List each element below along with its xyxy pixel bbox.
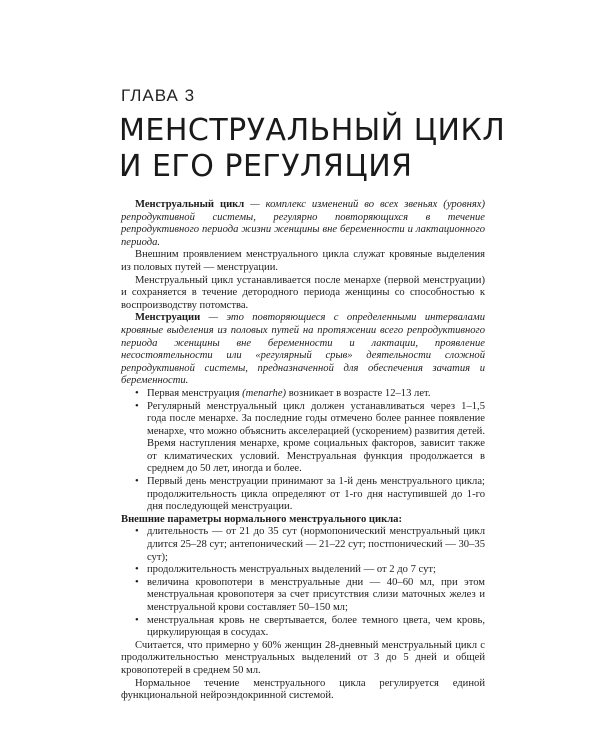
list-item: • Первый день менструации принимают за 1-й день менструального цикла; продолжительность цикла определяют от 1-го дня наступившей до 1-го дня последующей менструации. [135,476,485,514]
params-list [121,526,485,639]
params-heading: Внешние параметры нормального менструального цикла: [121,513,403,525]
chapter-title-line-2: И ЕГО РЕГУЛЯЦИЯ [119,149,413,184]
definition-menstrual-cycle: — комплекс изменений во всех звеньях (уровнях) репродуктивной системы, регулярно повторяющихся в течение репродуктивного периода жизни женщины вне беременности и лактационного периода. [121,199,485,248]
paragraph-definition-cycle [121,199,485,249]
list-item-text: Первая менструация [147,387,243,399]
menarche-list [121,388,485,514]
chapter-label: ГЛАВА 3 [121,86,196,105]
body-text [121,199,485,703]
definition-menstruation: — это повторяющиеся с определенными интервалами кровяные выделения из половых путей на протяжении всего репродуктивного периода женщины вне беременности и лактации, проявление несостоятельности или «регулярный срыв» деятельности сложной репродуктивной системы, предназначенной для обеспечения зачатия и беременности. [121,312,485,387]
paragraph-statistics: Считается, что примерно у 60% женщин 28-дневный менструальный цикл с продолжительностью менструальных выделений от 3 до 5 дней и общей кровопотерей в среднем 50 мл. [121,639,485,676]
list-item [135,388,485,401]
paragraph-definition-menstruation [121,312,485,388]
paragraph-manifestation: Внешним проявлением менструального цикла служат кровяные выделения из половых путей — менструации. [121,249,485,273]
list-item-text: возникает в возрасте 12–13 лет. [286,387,431,399]
chapter-title-line-1: МЕНСТРУАЛЬНЫЙ ЦИКЛ [119,113,506,148]
list-item: • Регулярный менструальный цикл должен устанавливаться через 1–1,5 года после менархе. За последние годы отмечено более раннее появление менархе, что можно объяснить акселерацией (ускорением) развития детей. Время наступления менархе, кроме социальных факторов, зависит также от климатических условий. Менструальная функция продолжается в среднем до 50 лет, иногда и более. [135,401,485,477]
paragraph-establishment: Менструальный цикл устанавливается после менархе (первой менструации) и сохраняется в течение детородного периода женщины со способностью к воспроизводству потомства. [121,274,485,311]
paragraph-regulation: Нормальное течение менструального цикла регулируется единой функциональной нейроэндокринной системой. [121,677,485,702]
term-menstruation: Менструации [135,312,201,324]
list-item: • продолжительность менструальных выделений — от 2 до 7 сут; [135,564,485,577]
term-menstrual-cycle: Менструальный цикл [135,199,245,210]
list-item: • величина кровопотери в менструальные дни — 40–60 мл, при этом менструальная кровопотеря за счет присутствия слизи маточных желез и менструальной крови составляет 50–150 мл; [135,577,485,615]
term-menarhe: (menarhe) [242,387,287,399]
chapter-title [119,113,505,185]
list-item: • длительность — от 21 до 35 сут (нормопонический менструальный цикл длится 25–28 сут; антепонический — 21–22 сут; постпонический — 30–35 сут); [135,526,485,564]
list-item: • менструальная кровь не свертывается, более темного цвета, чем кровь, циркулирующая в сосудах. [135,615,485,640]
